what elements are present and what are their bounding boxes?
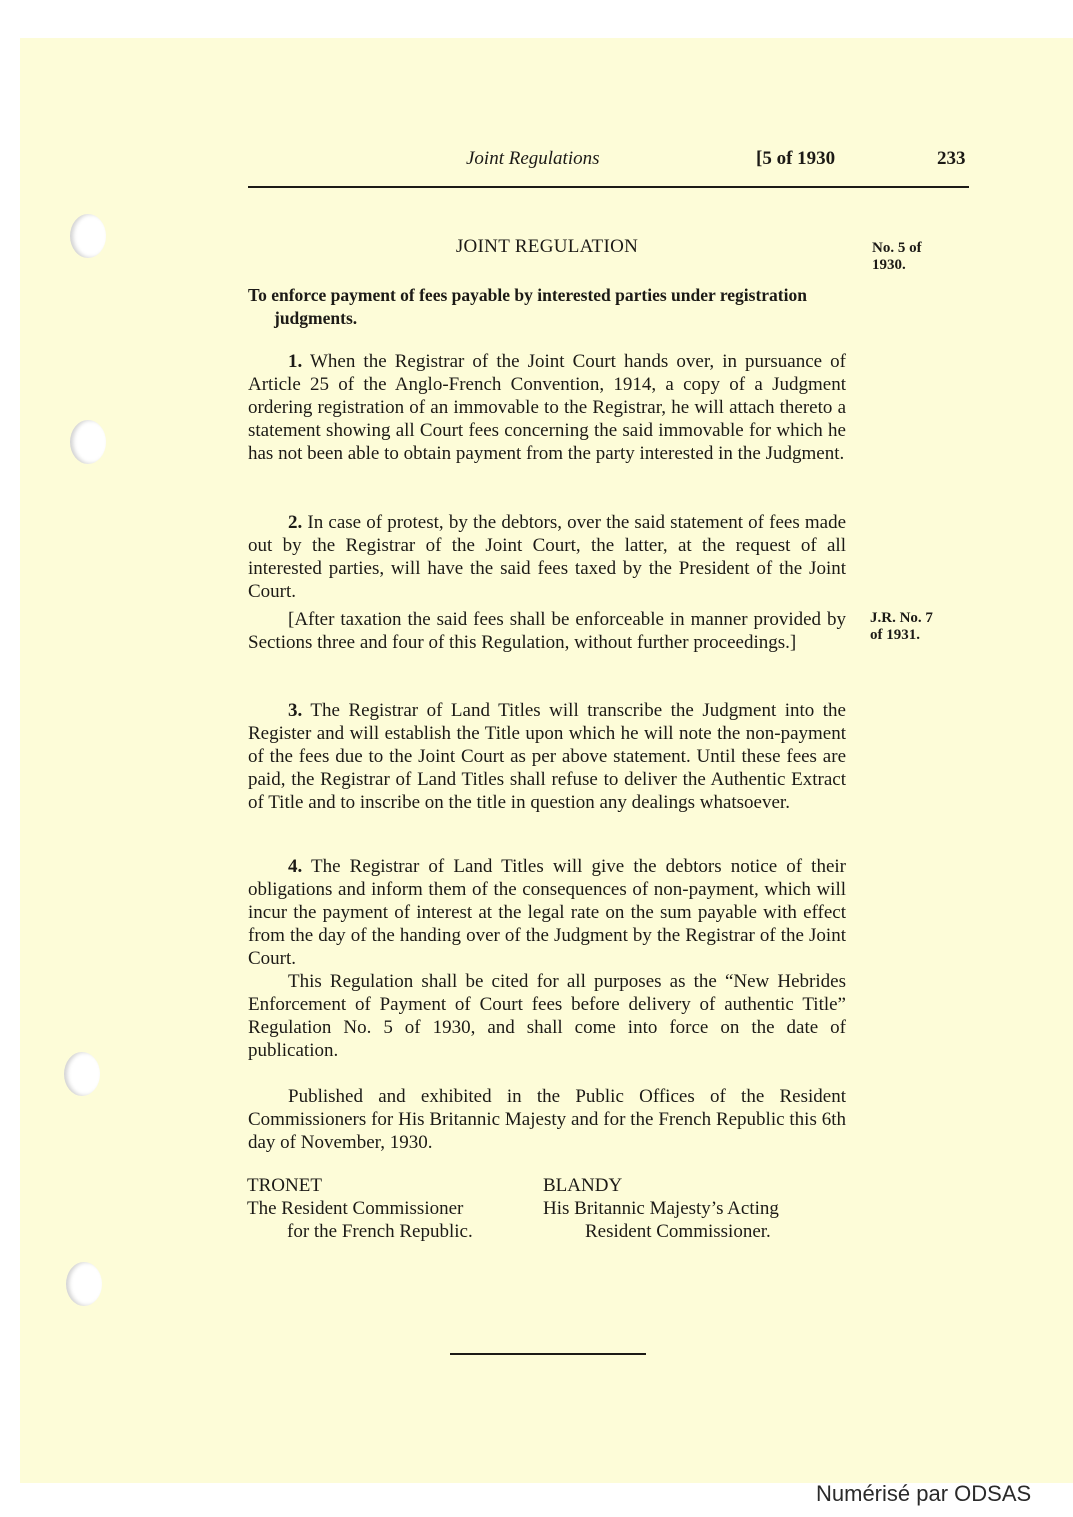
section-number: 3. [288, 700, 303, 721]
digitization-watermark: Numérisé par ODSAS [816, 1481, 1032, 1506]
punch-hole [66, 1262, 102, 1306]
section-3 [248, 699, 846, 814]
header-rule [248, 186, 969, 188]
running-title: Joint Regulations [466, 148, 600, 169]
amendment-paragraph [248, 608, 846, 654]
end-rule [450, 1353, 646, 1355]
section-1 [248, 350, 846, 465]
signatory-title: The Resident Commissioner [247, 1198, 464, 1219]
signatory-name: TRONET [247, 1175, 322, 1196]
section-number: 2. [288, 512, 303, 533]
signatory-title: His Britannic Majesty’s Acting [543, 1198, 779, 1219]
signatory-british [543, 1174, 779, 1243]
signatory-title: Resident Commissioner. [585, 1221, 771, 1242]
citation-paragraph [248, 970, 846, 1062]
section-text: In case of protest, by the debtors, over the said statement of fees made out by the Registrar of the Joint Court, the latter, at the request of all interested parties, will have the said fees taxed by the President of the Joint Court. [248, 512, 847, 602]
section-text: [After taxation the said fees shall be enforceable in manner provided by Sections three and four of this Regulation, without further proceedings.] [248, 609, 846, 653]
section-text: When the Registrar of the Joint Court hands over, in pursuance of Article 25 of the Anglo-French Convention, 1914, a copy of a Judgment ordering registration of an immovable to the Registrar, he will attach thereto a statement showing all Court fees concerning the said immovable for which he has not been able to obtain payment from the party interested in the Judgment. [248, 351, 846, 464]
margin-note-amendment: J.R. No. 7 of 1931. [870, 610, 933, 643]
publication-paragraph: Published and exhibited in the Public Offices of the Resident Commissioners for His Britannic Majesty and for the French Republic this 6th day of November, 1930. [248, 1086, 846, 1153]
margin-note-regulation-number: No. 5 of 1930. [872, 240, 922, 273]
section-text: The Registrar of Land Titles will transcribe the Judgment into the Register and will establish the Title upon which he will note the non-payment of the fees due to the Joint Court as per above statement. Until these fees are paid, the Registrar of Land Titles shall refuse to deliver the Authentic Extract of Title and to inscribe on the title in question any dealings whatsoever. [248, 700, 846, 813]
regulation-subtitle: To enforce payment of fees payable by interested parties under registration judgments. [248, 285, 807, 328]
signatory-title: for the French Republic. [287, 1221, 473, 1242]
section-text: This Regulation shall be cited for all purposes as the “New Hebrides Enforcement of Payment of Court fees before delivery of authentic Title” Regulation No. 5 of 1930, and shall come into force on the date of publication. [248, 971, 846, 1061]
signatory-french [247, 1174, 473, 1243]
section-2 [248, 511, 846, 603]
page-number: 233 [937, 148, 966, 169]
section-text: The Registrar of Land Titles will give the debtors notice of their obligations and inform them of the consequences of non-payment, which will incur the payment of interest at the legal rate on the sum payable with effect from the day of the handing over of the Judgment by the Registrar of the Joint Court. [248, 856, 846, 969]
signatory-name: BLANDY [543, 1175, 623, 1196]
punch-hole [70, 214, 106, 258]
document-title: JOINT REGULATION [455, 236, 639, 257]
section-number: 1. [288, 351, 303, 372]
punch-hole [70, 420, 106, 464]
section-4 [248, 855, 846, 970]
punch-hole [64, 1052, 100, 1096]
section-number: 4. [288, 856, 303, 877]
regulation-reference: [5 of 1930 [756, 148, 836, 169]
